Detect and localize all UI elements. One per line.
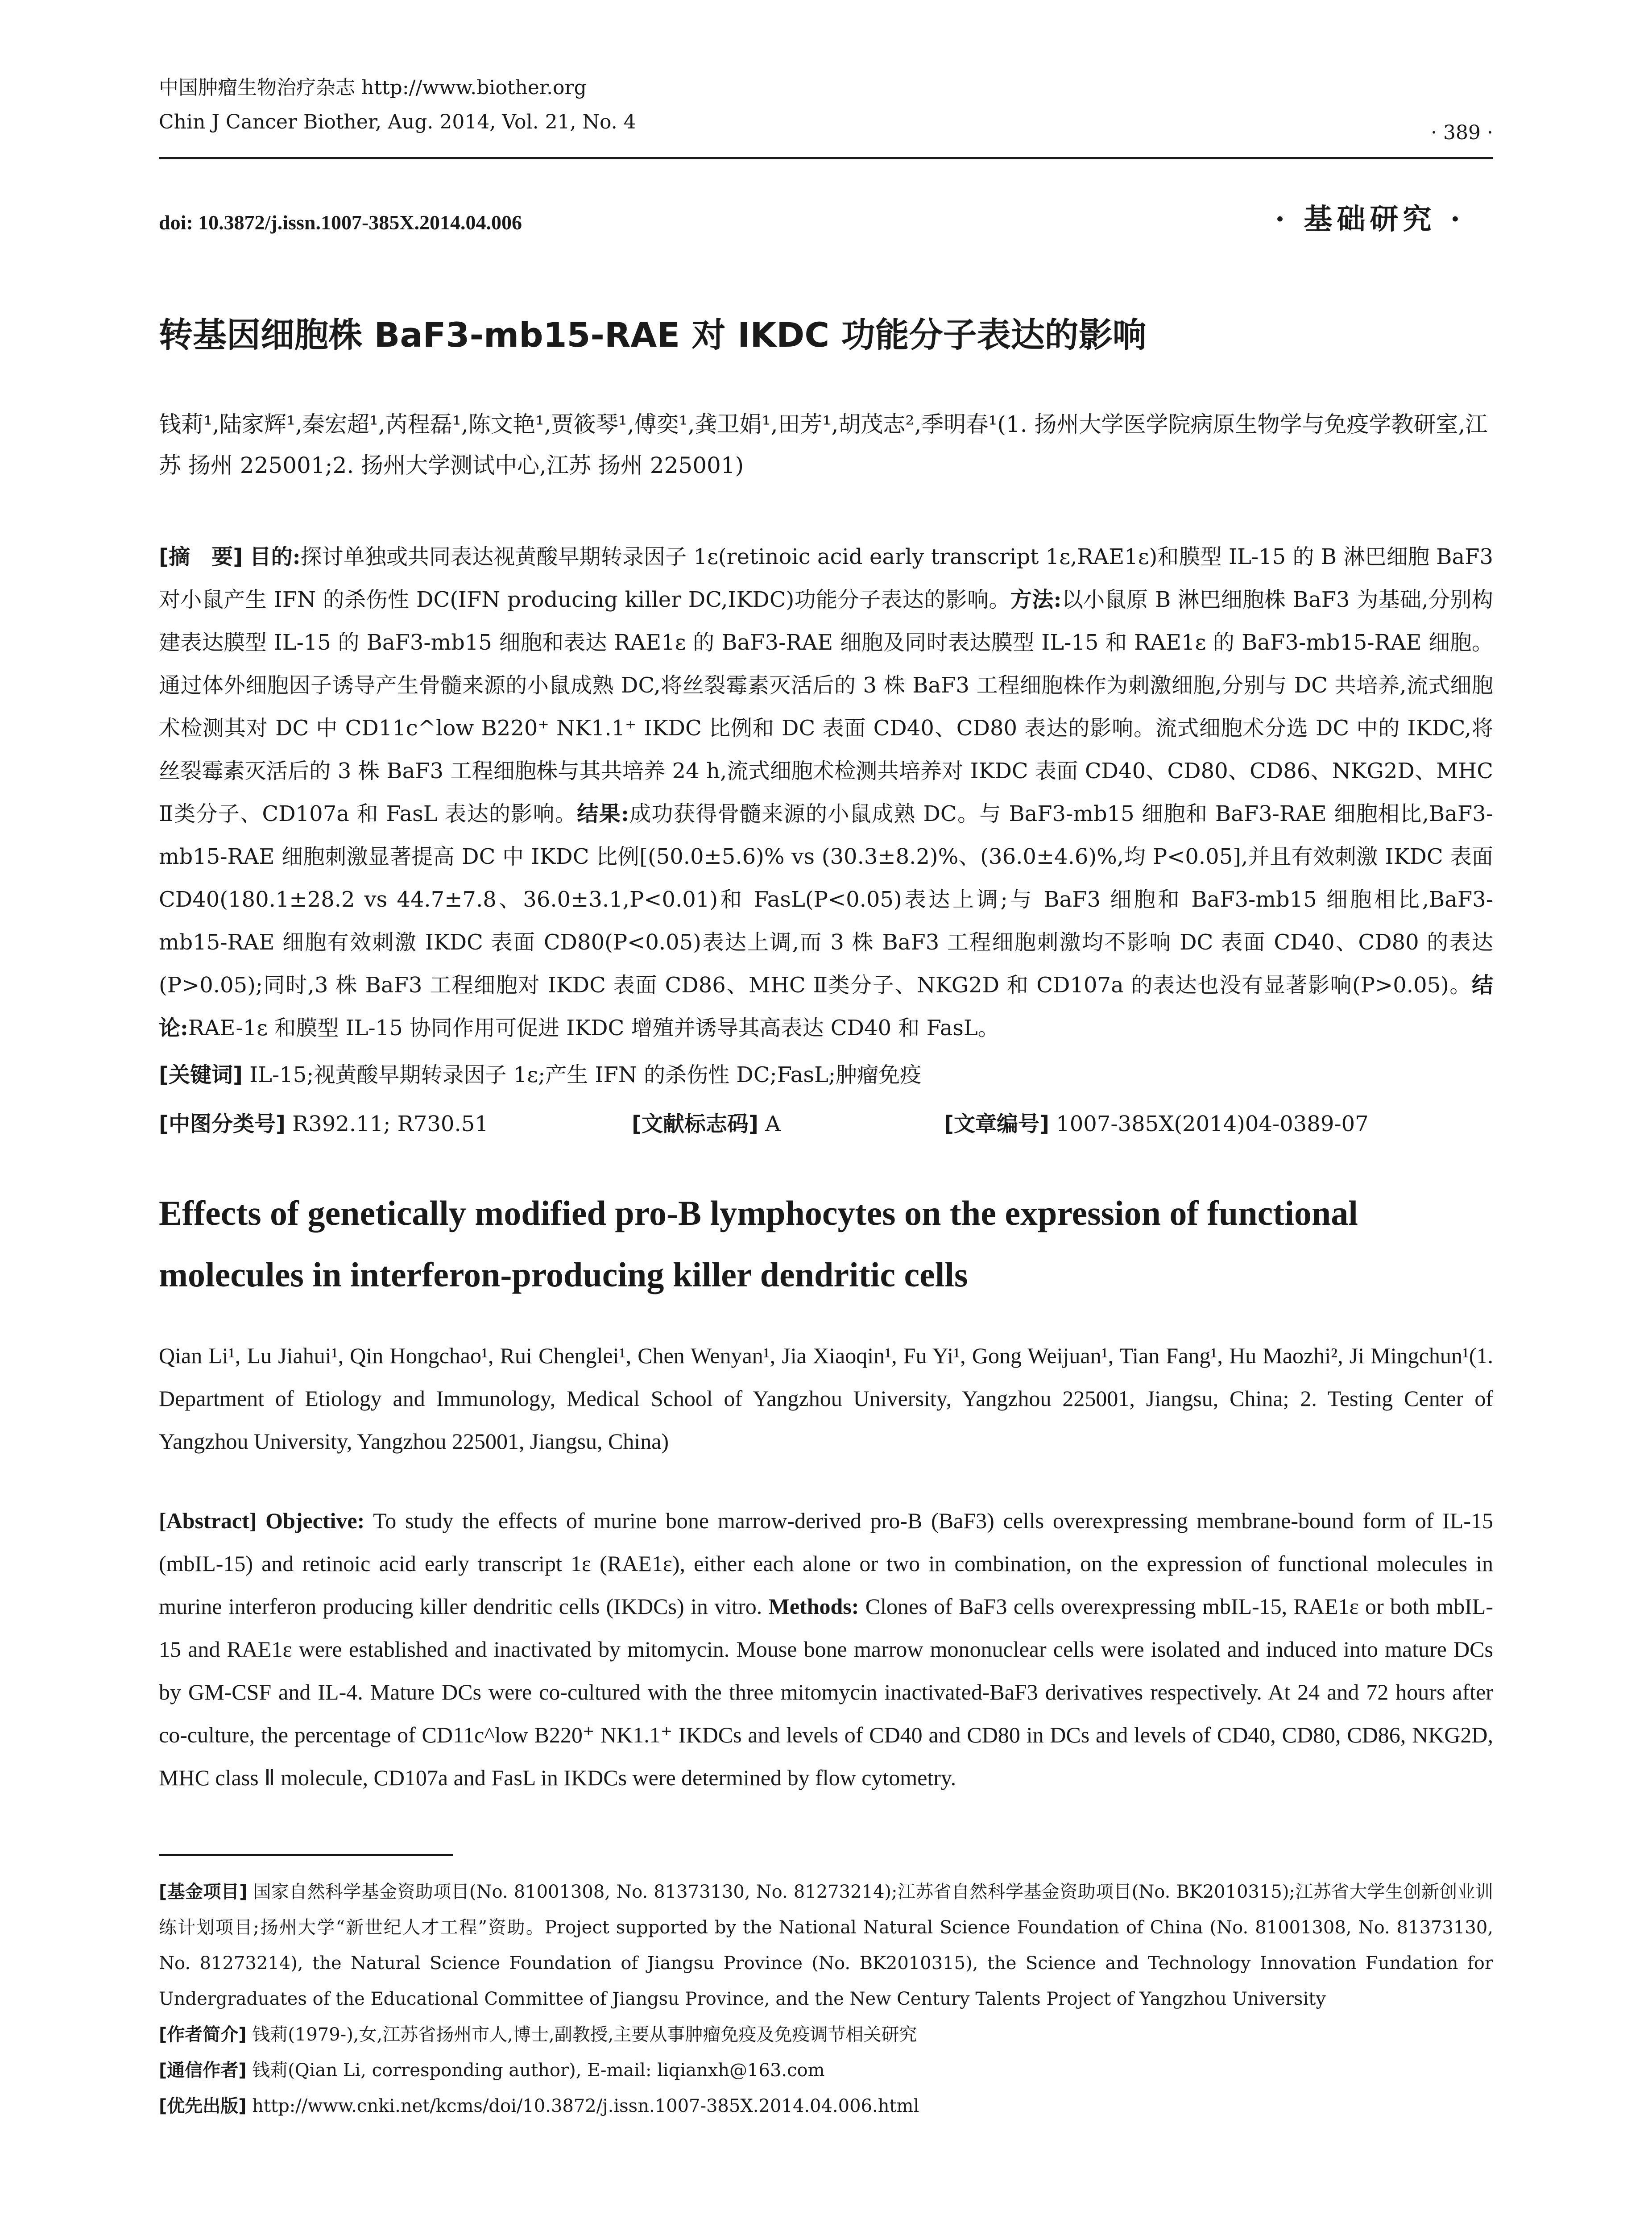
fund-text: 国家自然科学基金资助项目(No. 81001308, No. 81373130, No. 81273214);江苏省自然科学基金资助项目(No. BK2010315);江苏省大学生创新创业训练计划项目;扬州大学“新世纪人才工程”资助。Project supported by the National Natural Science Foundation of China (No. 81001308, No. 81373130, No. 81273214), the Natural Science Foundation of Jiangsu Province (No. BK2010315), the Science and Technology Innovation Fundation for Undergraduates of the Educational Committee of Jiangsu Province, and the New Century Talents Project of Yangzhou University [159,1882,1494,2009]
article-no-tag: [文章编号] [944,1111,1049,1136]
fund-note [159,1874,1493,2017]
abstract-en-tag: [Abstract] [159,1508,257,1533]
journal-header-cn: 中国肿瘤生物治疗杂志 http://www.biother.org [159,76,587,99]
footnote-rule [159,1854,453,1856]
corresponding-text: 钱莉(Qian Li, corresponding author), E-mail: liqianxh@163.com [252,2060,825,2081]
online-first-tag: [优先出版] [159,2096,247,2116]
authors-cn: 钱莉¹,陆家辉¹,秦宏超¹,芮程磊¹,陈文艳¹,贾筱琴¹,傅奕¹,龚卫娟¹,田芳¹,胡茂志²,季明春¹(1. 扬州大学医学院病原生物学与免疫学教研室,江苏 扬州 225001;2. 扬州大学测试中心,江苏 扬州 225001) [159,411,1488,478]
conclusion-cn-text: RAE-1ε 和膜型 IL-15 协同作用可促进 IKDC 增殖并诱导其高表达 CD40 和 FasL。 [188,1016,999,1041]
objective-cn-label: 目的: [249,544,301,569]
abstract-cn-tag: [摘 要] [159,544,243,569]
clc-value: R392.11; R730.51 [292,1111,489,1136]
objective-en-text: To study the effects of murine bone marrow-derived pro-B (BaF3) cells overexpressing membrane-bound form of IL-15 (mbIL-15) and retinoic acid early transcript 1ε (RAE1ε), either each alone or two in combination, on the expression of functional molecules in murine interferon producing killer dendritic cells (IKDCs) in vitro. [159,1508,1494,1619]
author-note-tag: [作者简介] [159,2024,247,2045]
journal-header-en: Chin J Cancer Biother, Aug. 2014, Vol. 21, No. 4 [159,111,636,133]
header-rule [159,157,1493,159]
author-note-text: 钱莉(1979-),女,江苏省扬州市人,博士,副教授,主要从事肿瘤免疫及免疫调节相关研究 [252,2024,917,2045]
conclusion-cn-label: 结论: [159,973,1493,1041]
objective-en-label: Objective: [265,1508,365,1533]
doi: doi: 10.3872/j.issn.1007-385X.2014.04.006 [159,211,522,234]
methods-en-text: Clones of BaF3 cells overexpressing mbIL-15, RAE1ε or both mbIL-15 and RAE1ε were established and inactivated by mitomycin. Mouse bone marrow mononuclear cells were isolated and induced into mature DCs by GM-CSF and IL-4. Mature DCs were co-cultured with the three mitomycin inactivated-BaF3 derivatives respectively. At 24 and 72 hours after co-culture, the percentage of CD11c^low B220⁺ NK1.1⁺ IKDCs and levels of CD40 and CD80 in DCs and levels of CD40, CD80, CD86, NKG2D, MHC class Ⅱ molecule, CD107a and FasL in IKDCs were determined by flow cytometry. [159,1594,1494,1790]
doc-code-value: A [765,1111,781,1136]
section-label: · 基础研究 · [1275,203,1465,236]
authors-en: Qian Li¹, Lu Jiahui¹, Qin Hongchao¹, Rui Chenglei¹, Chen Wenyan¹, Jia Xiaoqin¹, Fu Yi¹, Gong Weijuan¹, Tian Fang¹, Hu Maozhi², Ji Mingchun¹(1. Department of Etiology and Immunology, Medical School of Yangzhou University, Yangzhou 225001, Jiangsu, China; 2. Testing Center of Yangzhou University, Yangzhou 225001, Jiangsu, China) [159,1343,1493,1454]
methods-en-label: Methods: [768,1594,859,1619]
classification-line [159,1107,1493,1137]
page-number: · 389 · [1431,121,1493,144]
abstract-cn [159,535,1493,1049]
clc-tag: [中图分类号] [159,1111,286,1136]
results-cn-text: 成功获得骨髓来源的小鼠成熟 DC。与 BaF3-mb15 细胞和 BaF3-RAE 细胞相比,BaF3-mb15-RAE 细胞刺激显著提高 DC 中 IKDC 比例[(50.0±5.6)% vs (30.3±8.2)%、(36.0±4.6)%,均 P<0.05],并且有效刺激 IKDC 表面 CD40(180.1±28.2 vs 44.7±7.8、36.0±3.1,P<0.01)和 FasL(P<0.05)表达上调;与 BaF3 细胞和 BaF3-mb15 细胞相比,BaF3-mb15-RAE 细胞有效刺激 IKDC 表面 CD80(P<0.05)表达上调,而 3 株 BaF3 工程细胞刺激均不影响 DC 表面 CD40、CD80 的表达(P>0.05);同时,3 株 BaF3 工程细胞对 IKDC 表面 CD86、MHC Ⅱ类分子、NKG2D 和 CD107a 的表达也没有显著影响(P>0.05)。 [159,801,1493,998]
online-first-note [159,2088,1493,2124]
online-first-link[interactable]: http://www.cnki.net/kcms/doi/10.3872/j.issn.1007-385X.2014.04.006.html [252,2096,919,2116]
keywords-text: IL-15;视黄酸早期转录因子 1ε;产生 IFN 的杀伤性 DC;FasL;肿瘤免疫 [249,1062,922,1087]
keywords-tag: [关键词] [159,1062,243,1087]
corresponding-note [159,2053,1493,2088]
methods-cn-label: 方法: [1010,587,1062,612]
footnotes [159,1874,1493,2124]
author-note [159,2017,1493,2053]
doc-code-tag: [文献标志码] [632,1111,758,1136]
article-no-value: 1007-385X(2014)04-0389-07 [1056,1111,1369,1136]
methods-cn-text: 以小鼠原 B 淋巴细胞株 BaF3 为基础,分别构建表达膜型 IL-15 的 BaF3-mb15 细胞和表达 RAE1ε 的 BaF3-RAE 细胞及同时表达膜型 IL-15 和 RAE1ε 的 BaF3-mb15-RAE 细胞。通过体外细胞因子诱导产生骨髓来源的小鼠成熟 DC,将丝裂霉素灭活后的 3 株 BaF3 工程细胞株作为刺激细胞,分别与 DC 共培养,流式细胞术检测其对 DC 中 CD11c^low B220⁺ NK1.1⁺ IKDC 比例和 DC 表面 CD40、CD80 表达的影响。流式细胞术分选 DC 中的 IKDC,将丝裂霉素灭活后的 3 株 BaF3 工程细胞株与其共培养 24 h,流式细胞术检测共培养对 IKDC 表面 CD40、CD80、CD86、NKG2D、MHC Ⅱ类分子、CD107a 和 FasL 表达的影响。 [159,587,1493,826]
objective-cn-text: 探讨单独或共同表达视黄酸早期转录因子 1ε(retinoic acid early transcript 1ε,RAE1ε)和膜型 IL-15 的 B 淋巴细胞 BaF3 对小鼠产生 IFN 的杀伤性 DC(IFN producing killer DC,IKDC)功能分子表达的影响。 [159,544,1493,612]
corresponding-tag: [通信作者] [159,2060,247,2081]
title-cn: 转基因细胞株 BaF3-mb15-RAE 对 IKDC 功能分子表达的影响 [159,315,1147,355]
keywords-cn [159,1057,1493,1088]
title-en: Effects of genetically modified pro-B lymphocytes on the expression of functional molecules in interferon-producing killer dendritic cells [159,1194,1358,1294]
fund-tag: [基金项目] [159,1882,248,1902]
abstract-en [159,1499,1493,1799]
results-cn-label: 结果: [577,801,629,826]
